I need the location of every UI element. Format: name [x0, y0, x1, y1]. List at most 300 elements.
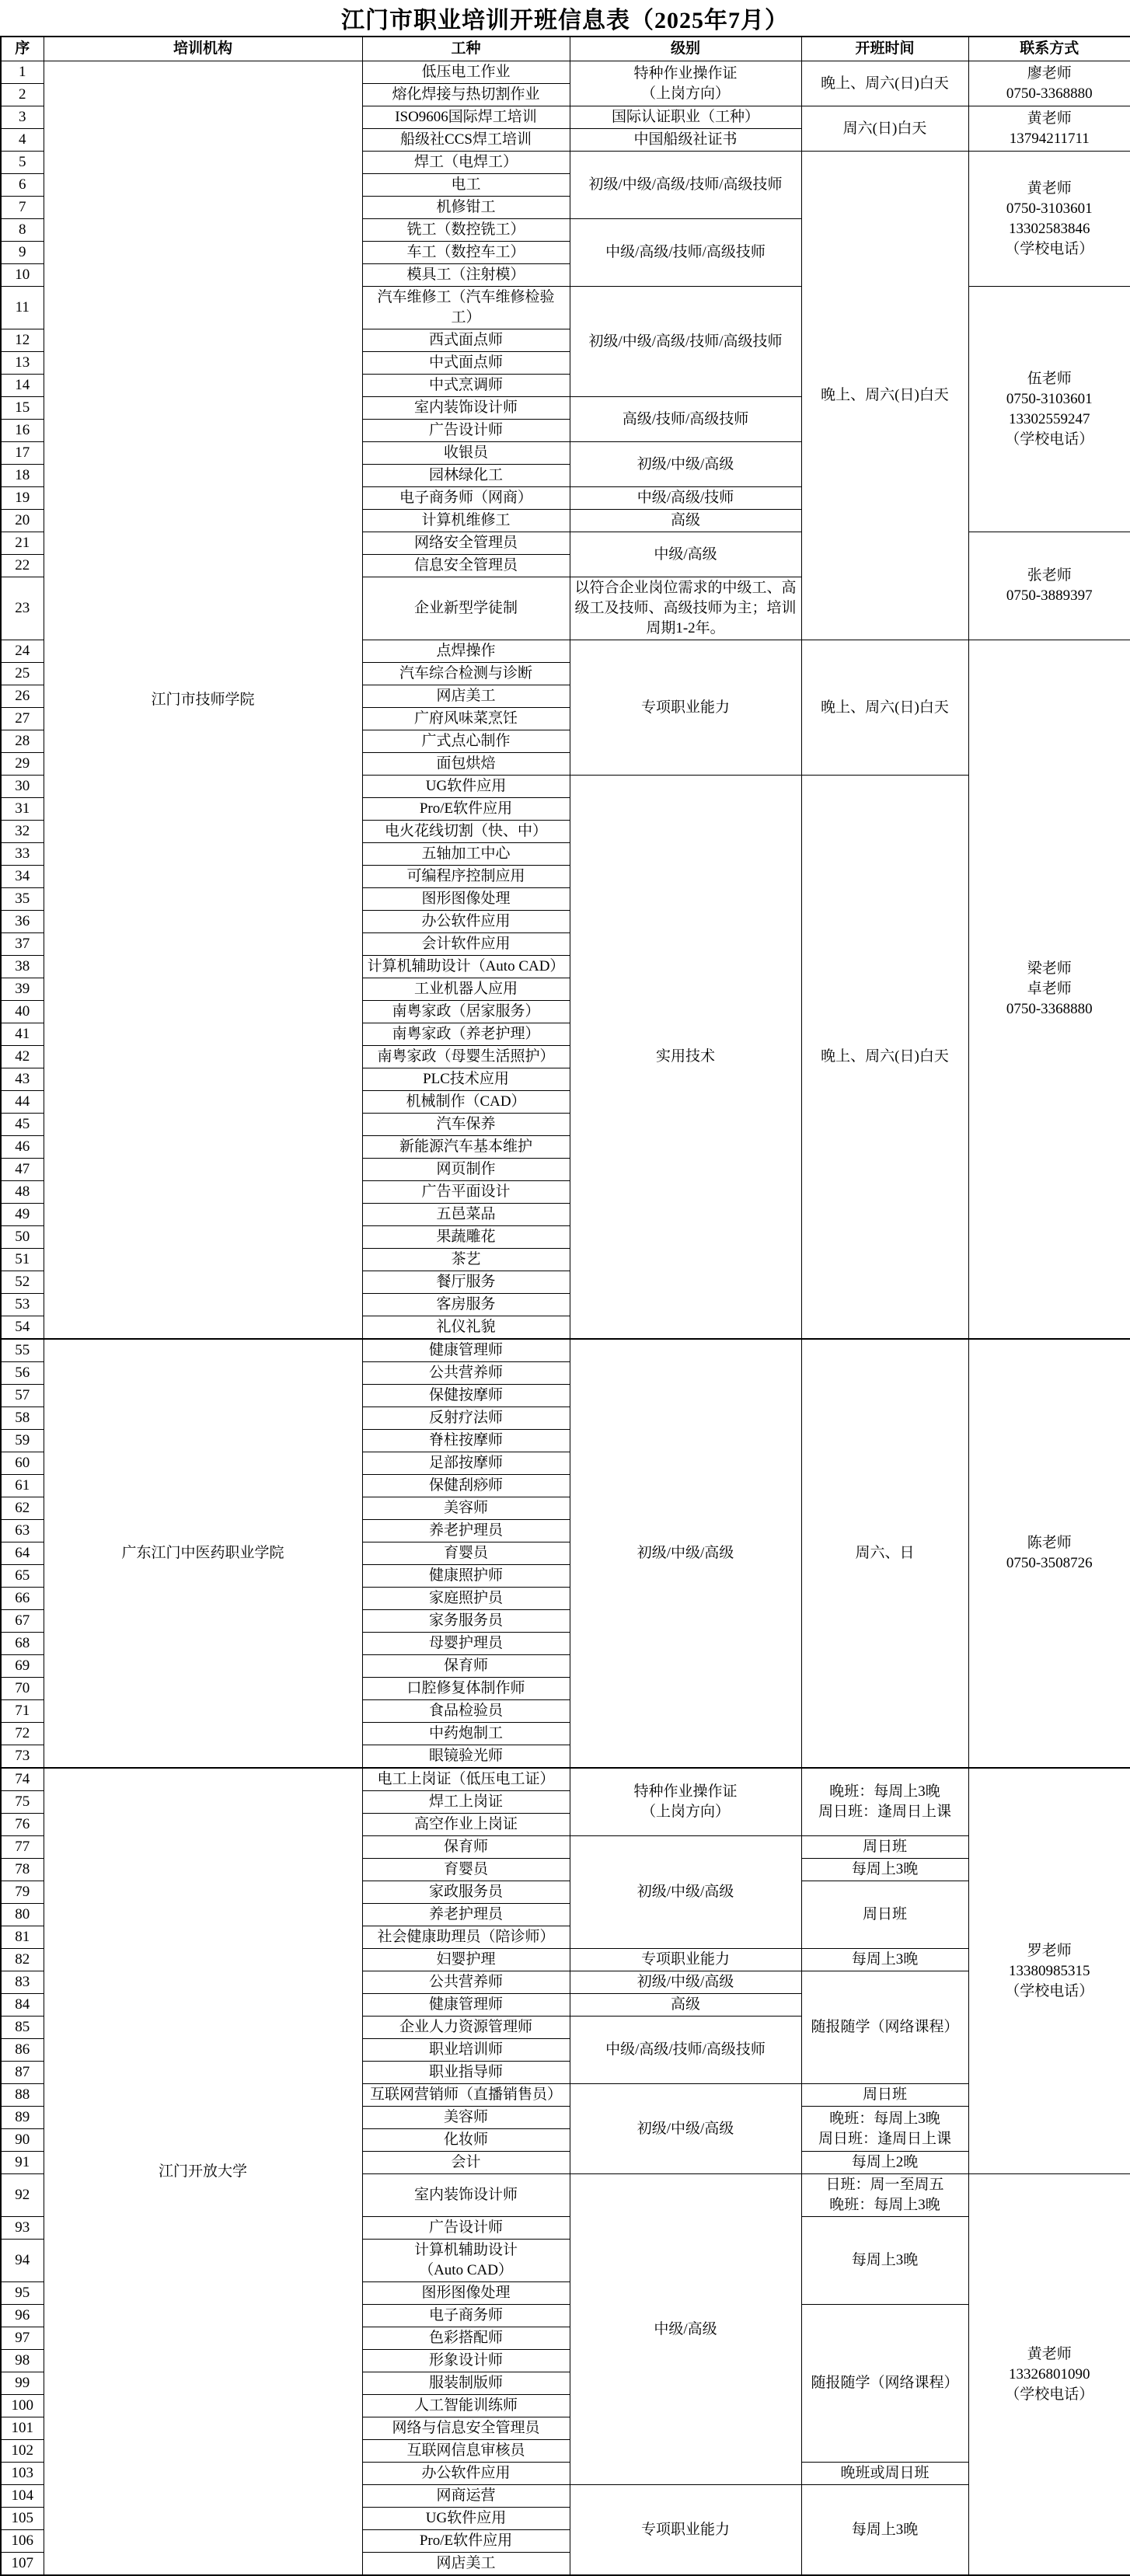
cell-no: 86 [1, 2039, 44, 2062]
cell-job: 养老护理员 [362, 1520, 570, 1542]
cell-time-line: 日班：周一至周五 [825, 2177, 944, 2193]
cell-job: 育婴员 [362, 1542, 570, 1565]
column-header-no: 序 [1, 37, 44, 61]
cell-no: 14 [1, 375, 44, 397]
cell-contact [968, 1768, 1130, 2174]
cell-job: 广告设计师 [362, 2217, 570, 2240]
cell-contact-line: 卓老师 [1027, 981, 1072, 997]
cell-job: Pro/E软件应用 [362, 2530, 570, 2553]
cell-job: 会计软件应用 [362, 933, 570, 956]
cell-no: 44 [1, 1091, 44, 1114]
cell-no: 47 [1, 1159, 44, 1181]
cell-no: 39 [1, 978, 44, 1001]
cell-job-line: （Auto CAD） [419, 2262, 513, 2278]
cell-job-line: 计算机辅助设计 [413, 2242, 518, 2258]
cell-job: 室内装饰设计师 [362, 2174, 570, 2217]
cell-job: 中式面点师 [362, 352, 570, 375]
cell-no: 70 [1, 1678, 44, 1700]
cell-time: 周日班 [801, 1836, 968, 1859]
cell-level: 高级 [570, 510, 801, 532]
cell-contact-line: 陈老师 [1027, 1535, 1072, 1551]
cell-job: 中药炮制工 [362, 1723, 570, 1745]
cell-job: UG软件应用 [362, 2508, 570, 2530]
cell-contact [968, 287, 1130, 532]
cell-job: 电工 [362, 174, 570, 197]
cell-job: 会计 [362, 2152, 570, 2174]
cell-job: 图形图像处理 [362, 2282, 570, 2305]
cell-no: 64 [1, 1542, 44, 1565]
cell-job: 妇婴护理 [362, 1949, 570, 1971]
cell-no: 83 [1, 1971, 44, 1994]
column-header-job: 工种 [362, 37, 570, 61]
cell-job: UG软件应用 [362, 776, 570, 798]
cell-job: 电子商务师 [362, 2305, 570, 2327]
cell-no: 19 [1, 487, 44, 510]
cell-job: 家庭照护员 [362, 1588, 570, 1610]
cell-level-line: 特种作业操作证 [633, 1783, 738, 1800]
cell-level: 高级 [570, 1994, 801, 2017]
cell-no: 33 [1, 843, 44, 866]
cell-time: 每周上3晚 [801, 2485, 968, 2576]
cell-no: 18 [1, 465, 44, 487]
cell-no: 90 [1, 2129, 44, 2152]
cell-no: 81 [1, 1926, 44, 1949]
cell-time: 每周上2晚 [801, 2152, 968, 2174]
cell-no: 26 [1, 685, 44, 708]
cell-no: 88 [1, 2084, 44, 2107]
cell-job: 收银员 [362, 442, 570, 465]
cell-time-line: 晚班：每周上3晚 [829, 2197, 940, 2213]
cell-time: 周六(日)白天 [801, 106, 968, 152]
cell-time: 随报随学（网络课程） [801, 1971, 968, 2084]
cell-time: 周日班 [801, 2084, 968, 2107]
cell-job: 公共营养师 [362, 1971, 570, 1994]
cell-no: 20 [1, 510, 44, 532]
cell-job: 广告设计师 [362, 420, 570, 442]
cell-no: 15 [1, 397, 44, 420]
cell-no: 89 [1, 2107, 44, 2129]
cell-job: 职业指导师 [362, 2062, 570, 2084]
cell-level: 专项职业能力 [570, 640, 801, 776]
cell-no: 93 [1, 2217, 44, 2240]
cell-contact [968, 532, 1130, 640]
cell-level: 专项职业能力 [570, 2485, 801, 2576]
cell-job: 园林绿化工 [362, 465, 570, 487]
cell-no: 66 [1, 1588, 44, 1610]
cell-time-line: 晚班：每周上3晚 [829, 2110, 940, 2127]
cell-institution: 广东江门中医药职业学院 [44, 1339, 362, 1768]
cell-no: 12 [1, 329, 44, 352]
cell-no: 92 [1, 2174, 44, 2217]
cell-job: 船级社CCS焊工培训 [362, 129, 570, 152]
cell-level: 初级/中级/高级/技师/高级技师 [570, 152, 801, 219]
cell-no: 65 [1, 1565, 44, 1588]
cell-job: 办公软件应用 [362, 2463, 570, 2485]
cell-no: 17 [1, 442, 44, 465]
cell-job: 家政服务员 [362, 1881, 570, 1904]
cell-level-line: （上岗方向） [640, 85, 730, 102]
cell-no: 5 [1, 152, 44, 174]
cell-no: 80 [1, 1904, 44, 1926]
cell-job: 工业机器人应用 [362, 978, 570, 1001]
cell-contact-line: 13326801090 [1009, 2365, 1090, 2383]
cell-no: 99 [1, 2372, 44, 2395]
cell-contact-line: 张老师 [1027, 567, 1072, 584]
cell-job: 反射疗法师 [362, 1407, 570, 1430]
cell-time: 每周上3晚 [801, 1859, 968, 1881]
cell-job: 机修钳工 [362, 197, 570, 219]
cell-no: 38 [1, 956, 44, 978]
table-body [1, 61, 1130, 2576]
cell-no: 30 [1, 776, 44, 798]
cell-time-line: 周日班：逢周日上课 [818, 2130, 951, 2147]
cell-contact-line: 13302559247 [1009, 410, 1090, 427]
cell-job: ISO9606国际焊工培训 [362, 106, 570, 129]
cell-job: 广府风味菜烹饪 [362, 708, 570, 730]
cell-job: 汽车保养 [362, 1114, 570, 1136]
cell-level: 专项职业能力 [570, 1949, 801, 1971]
cell-job: 汽车综合检测与诊断 [362, 663, 570, 685]
cell-time: 晚上、周六(日)白天 [801, 61, 968, 106]
cell-job: 茶艺 [362, 1249, 570, 1271]
cell-institution: 江门开放大学 [44, 1768, 362, 2575]
cell-job: 模具工（注射模） [362, 264, 570, 287]
cell-no: 27 [1, 708, 44, 730]
column-header-time: 开班时间 [801, 37, 968, 61]
cell-no: 62 [1, 1497, 44, 1520]
cell-job: 网络与信息安全管理员 [362, 2417, 570, 2440]
cell-no: 11 [1, 287, 44, 329]
cell-level: 国际认证职业（工种） [570, 106, 801, 129]
cell-no: 48 [1, 1181, 44, 1204]
cell-job: 南粤家政（居家服务） [362, 1001, 570, 1023]
cell-time [801, 1768, 968, 1836]
cell-contact-line: 13794211711 [1009, 130, 1090, 147]
cell-contact-line: 罗老师 [1027, 1942, 1072, 1959]
cell-job: 低压电工作业 [362, 61, 570, 84]
cell-job: 健康管理师 [362, 1339, 570, 1362]
cell-no: 104 [1, 2485, 44, 2508]
cell-no: 57 [1, 1385, 44, 1407]
cell-job: 保育师 [362, 1836, 570, 1859]
cell-job: 车工（数控车工） [362, 242, 570, 264]
cell-contact-line: 黄老师 [1027, 180, 1072, 197]
cell-level-line: （上岗方向） [640, 1804, 730, 1820]
cell-job: 保健按摩师 [362, 1385, 570, 1407]
cell-job: 美容师 [362, 1497, 570, 1520]
cell-no: 52 [1, 1271, 44, 1294]
cell-time: 晚班或周日班 [801, 2463, 968, 2485]
cell-job: 网商运营 [362, 2485, 570, 2508]
cell-job: 形象设计师 [362, 2350, 570, 2372]
cell-job: 新能源汽车基本维护 [362, 1136, 570, 1159]
cell-contact-line: 0750-3368880 [1006, 1001, 1093, 1017]
cell-no: 43 [1, 1068, 44, 1091]
cell-contact-line: 黄老师 [1027, 2345, 1072, 2362]
cell-institution: 江门市技师学院 [44, 61, 362, 1340]
cell-no: 100 [1, 2395, 44, 2417]
cell-job: 网店美工 [362, 2553, 570, 2576]
table-row [1, 61, 1130, 84]
cell-no: 36 [1, 911, 44, 933]
cell-job: 电火花线切割（快、中） [362, 821, 570, 843]
table-row [1, 1768, 1130, 1791]
cell-level-line: 特种作业操作证 [633, 64, 738, 82]
cell-job: 企业人力资源管理师 [362, 2017, 570, 2039]
cell-no: 46 [1, 1136, 44, 1159]
cell-no: 40 [1, 1001, 44, 1023]
cell-time: 晚上、周六(日)白天 [801, 640, 968, 776]
cell-contact [968, 1339, 1130, 1768]
cell-no: 73 [1, 1745, 44, 1769]
cell-time: 周日班 [801, 1881, 968, 1949]
cell-job: Pro/E软件应用 [362, 798, 570, 821]
cell-job: 口腔修复体制作师 [362, 1678, 570, 1700]
cell-no: 79 [1, 1881, 44, 1904]
column-header-contact: 联系方式 [968, 37, 1130, 61]
cell-job: 客房服务 [362, 1294, 570, 1316]
cell-no: 50 [1, 1226, 44, 1249]
cell-contact-line: 梁老师 [1027, 960, 1072, 977]
cell-no: 35 [1, 888, 44, 911]
cell-contact [968, 152, 1130, 287]
cell-job: 社会健康助理员（陪诊师） [362, 1926, 570, 1949]
cell-no: 55 [1, 1339, 44, 1362]
cell-no: 69 [1, 1655, 44, 1678]
cell-no: 68 [1, 1633, 44, 1655]
cell-job: 南粤家政（母婴生活照护） [362, 1046, 570, 1068]
cell-no: 28 [1, 730, 44, 753]
cell-contact-line: 13302583846 [1009, 220, 1090, 237]
cell-contact-line: （学校电话） [1005, 240, 1094, 257]
cell-time: 周六、日 [801, 1339, 968, 1768]
cell-time-line: 晚班：每周上3晚 [829, 1783, 940, 1800]
cell-contact [968, 106, 1130, 152]
cell-no: 53 [1, 1294, 44, 1316]
cell-level: 初级/中级/高级 [570, 442, 801, 487]
cell-time: 每周上3晚 [801, 2217, 968, 2305]
cell-job: 网店美工 [362, 685, 570, 708]
cell-level: 中级/高级/技师/高级技师 [570, 2017, 801, 2084]
cell-no: 31 [1, 798, 44, 821]
cell-job: 健康管理师 [362, 1994, 570, 2017]
cell-job: 熔化焊接与热切割作业 [362, 84, 570, 106]
cell-no: 7 [1, 197, 44, 219]
cell-no: 1 [1, 61, 44, 84]
cell-job: 西式面点师 [362, 329, 570, 352]
cell-job: 电子商务师（网商） [362, 487, 570, 510]
cell-level [570, 61, 801, 106]
cell-job: 点焊操作 [362, 640, 570, 663]
cell-level: 初级/中级/高级 [570, 1339, 801, 1768]
cell-no: 77 [1, 1836, 44, 1859]
cell-level: 中级/高级 [570, 2174, 801, 2485]
cell-no: 63 [1, 1520, 44, 1542]
cell-no: 51 [1, 1249, 44, 1271]
cell-no: 37 [1, 933, 44, 956]
cell-no: 95 [1, 2282, 44, 2305]
cell-contact-line: 廖老师 [1027, 64, 1072, 82]
cell-no: 75 [1, 1791, 44, 1814]
cell-job: 计算机辅助设计（Auto CAD） [362, 956, 570, 978]
cell-no: 45 [1, 1114, 44, 1136]
cell-no: 13 [1, 352, 44, 375]
cell-job: PLC技术应用 [362, 1068, 570, 1091]
cell-job: 服装制版师 [362, 2372, 570, 2395]
cell-level: 中国船级社证书 [570, 129, 801, 152]
page-title: 江门市职业培训开班信息表（2025年7月） [341, 8, 789, 33]
cell-job: 网页制作 [362, 1159, 570, 1181]
cell-no: 22 [1, 555, 44, 577]
cell-time [801, 2174, 968, 2217]
cell-no: 6 [1, 174, 44, 197]
cell-job: 健康照护师 [362, 1565, 570, 1588]
cell-job: 果蔬雕花 [362, 1226, 570, 1249]
cell-job: 公共营养师 [362, 1362, 570, 1385]
cell-time-line: 周日班：逢周日上课 [818, 1804, 951, 1820]
header-row [1, 37, 1130, 61]
cell-no: 97 [1, 2327, 44, 2350]
cell-job: 信息安全管理员 [362, 555, 570, 577]
column-header-level: 级别 [570, 37, 801, 61]
cell-job: 色彩搭配师 [362, 2327, 570, 2350]
cell-job: 眼镜验光师 [362, 1745, 570, 1769]
cell-time: 每周上3晚 [801, 1949, 968, 1971]
cell-no: 60 [1, 1452, 44, 1475]
cell-contact-line: （学校电话） [1005, 2386, 1094, 2403]
cell-no: 84 [1, 1994, 44, 2017]
cell-level: 中级/高级 [570, 532, 801, 577]
cell-job: 互联网信息审核员 [362, 2440, 570, 2463]
cell-contact-line: 黄老师 [1027, 110, 1072, 127]
cell-job: 办公软件应用 [362, 911, 570, 933]
cell-no: 105 [1, 2508, 44, 2530]
cell-level [570, 1768, 801, 1836]
table-row [1, 1339, 1130, 1362]
cell-contact-line: 0750-3889397 [1006, 587, 1093, 604]
cell-level: 中级/高级/技师 [570, 487, 801, 510]
cell-job: 铣工（数控铣工） [362, 219, 570, 242]
cell-job: 汽车维修工（汽车维修检验工） [362, 287, 570, 329]
cell-no: 58 [1, 1407, 44, 1430]
cell-no: 49 [1, 1204, 44, 1226]
cell-no: 56 [1, 1362, 44, 1385]
cell-no: 82 [1, 1949, 44, 1971]
cell-no: 91 [1, 2152, 44, 2174]
cell-no: 32 [1, 821, 44, 843]
cell-time: 随报随学（网络课程） [801, 2305, 968, 2463]
cell-job: 面包烘焙 [362, 753, 570, 776]
cell-level: 实用技术 [570, 776, 801, 1340]
cell-contact-line: 伍老师 [1027, 370, 1072, 387]
cell-job: 保健刮痧师 [362, 1475, 570, 1497]
cell-no: 34 [1, 866, 44, 888]
cell-contact-line: （学校电话） [1005, 1982, 1094, 1999]
cell-job: 高空作业上岗证 [362, 1814, 570, 1836]
cell-no: 41 [1, 1023, 44, 1046]
cell-job: 食品检验员 [362, 1700, 570, 1723]
cell-no: 21 [1, 532, 44, 555]
cell-no: 78 [1, 1859, 44, 1881]
column-header-institution: 培训机构 [44, 37, 362, 61]
cell-job [362, 2240, 570, 2282]
cell-no: 29 [1, 753, 44, 776]
cell-no: 67 [1, 1610, 44, 1633]
training-table [0, 36, 1130, 2576]
cell-job: 职业培训师 [362, 2039, 570, 2062]
cell-job: 焊工（电焊工） [362, 152, 570, 174]
cell-no: 98 [1, 2350, 44, 2372]
cell-no: 106 [1, 2530, 44, 2553]
cell-job: 广式点心制作 [362, 730, 570, 753]
cell-contact-line: 0750-3508726 [1006, 1555, 1093, 1571]
cell-level: 以符合企业岗位需求的中级工、高级工及技师、高级技师为主；培训周期1-2年。 [570, 577, 801, 640]
cell-no: 94 [1, 2240, 44, 2282]
cell-job: 保育师 [362, 1655, 570, 1678]
cell-level: 初级/中级/高级 [570, 2084, 801, 2174]
cell-no: 25 [1, 663, 44, 685]
cell-no: 87 [1, 2062, 44, 2084]
cell-no: 61 [1, 1475, 44, 1497]
cell-contact-line: （学校电话） [1005, 430, 1094, 448]
cell-job: 养老护理员 [362, 1904, 570, 1926]
cell-time [801, 2107, 968, 2152]
cell-no: 9 [1, 242, 44, 264]
cell-job: 餐厅服务 [362, 1271, 570, 1294]
cell-no: 8 [1, 219, 44, 242]
cell-contact-line: 0750-3103601 [1006, 390, 1093, 407]
cell-job: 室内装饰设计师 [362, 397, 570, 420]
cell-no: 71 [1, 1700, 44, 1723]
cell-no: 2 [1, 84, 44, 106]
cell-no: 59 [1, 1430, 44, 1452]
cell-job: 南粤家政（养老护理） [362, 1023, 570, 1046]
cell-job: 五轴加工中心 [362, 843, 570, 866]
cell-job: 人工智能训练师 [362, 2395, 570, 2417]
cell-no: 10 [1, 264, 44, 287]
cell-contact-line: 0750-3368880 [1006, 85, 1093, 102]
cell-job: 焊工上岗证 [362, 1791, 570, 1814]
cell-no: 96 [1, 2305, 44, 2327]
cell-job: 美容师 [362, 2107, 570, 2129]
cell-level: 高级/技师/高级技师 [570, 397, 801, 442]
cell-no: 101 [1, 2417, 44, 2440]
cell-job: 可编程序控制应用 [362, 866, 570, 888]
cell-no: 102 [1, 2440, 44, 2463]
cell-level: 初级/中级/高级 [570, 1971, 801, 1994]
cell-no: 3 [1, 106, 44, 129]
cell-no: 107 [1, 2553, 44, 2576]
cell-no: 72 [1, 1723, 44, 1745]
cell-job: 互联网营销师（直播销售员） [362, 2084, 570, 2107]
cell-contact [968, 2174, 1130, 2576]
cell-job: 广告平面设计 [362, 1181, 570, 1204]
cell-job: 育婴员 [362, 1859, 570, 1881]
cell-contact-line: 13380985315 [1009, 1962, 1090, 1979]
cell-no: 24 [1, 640, 44, 663]
cell-no: 42 [1, 1046, 44, 1068]
cell-job: 五邑菜品 [362, 1204, 570, 1226]
cell-job: 中式烹调师 [362, 375, 570, 397]
cell-level: 中级/高级/技师/高级技师 [570, 219, 801, 287]
cell-job: 脊柱按摩师 [362, 1430, 570, 1452]
cell-contact [968, 61, 1130, 106]
cell-no: 54 [1, 1316, 44, 1340]
cell-level: 初级/中级/高级 [570, 1836, 801, 1949]
cell-job: 母婴护理员 [362, 1633, 570, 1655]
cell-no: 76 [1, 1814, 44, 1836]
cell-level: 初级/中级/高级/技师/高级技师 [570, 287, 801, 397]
